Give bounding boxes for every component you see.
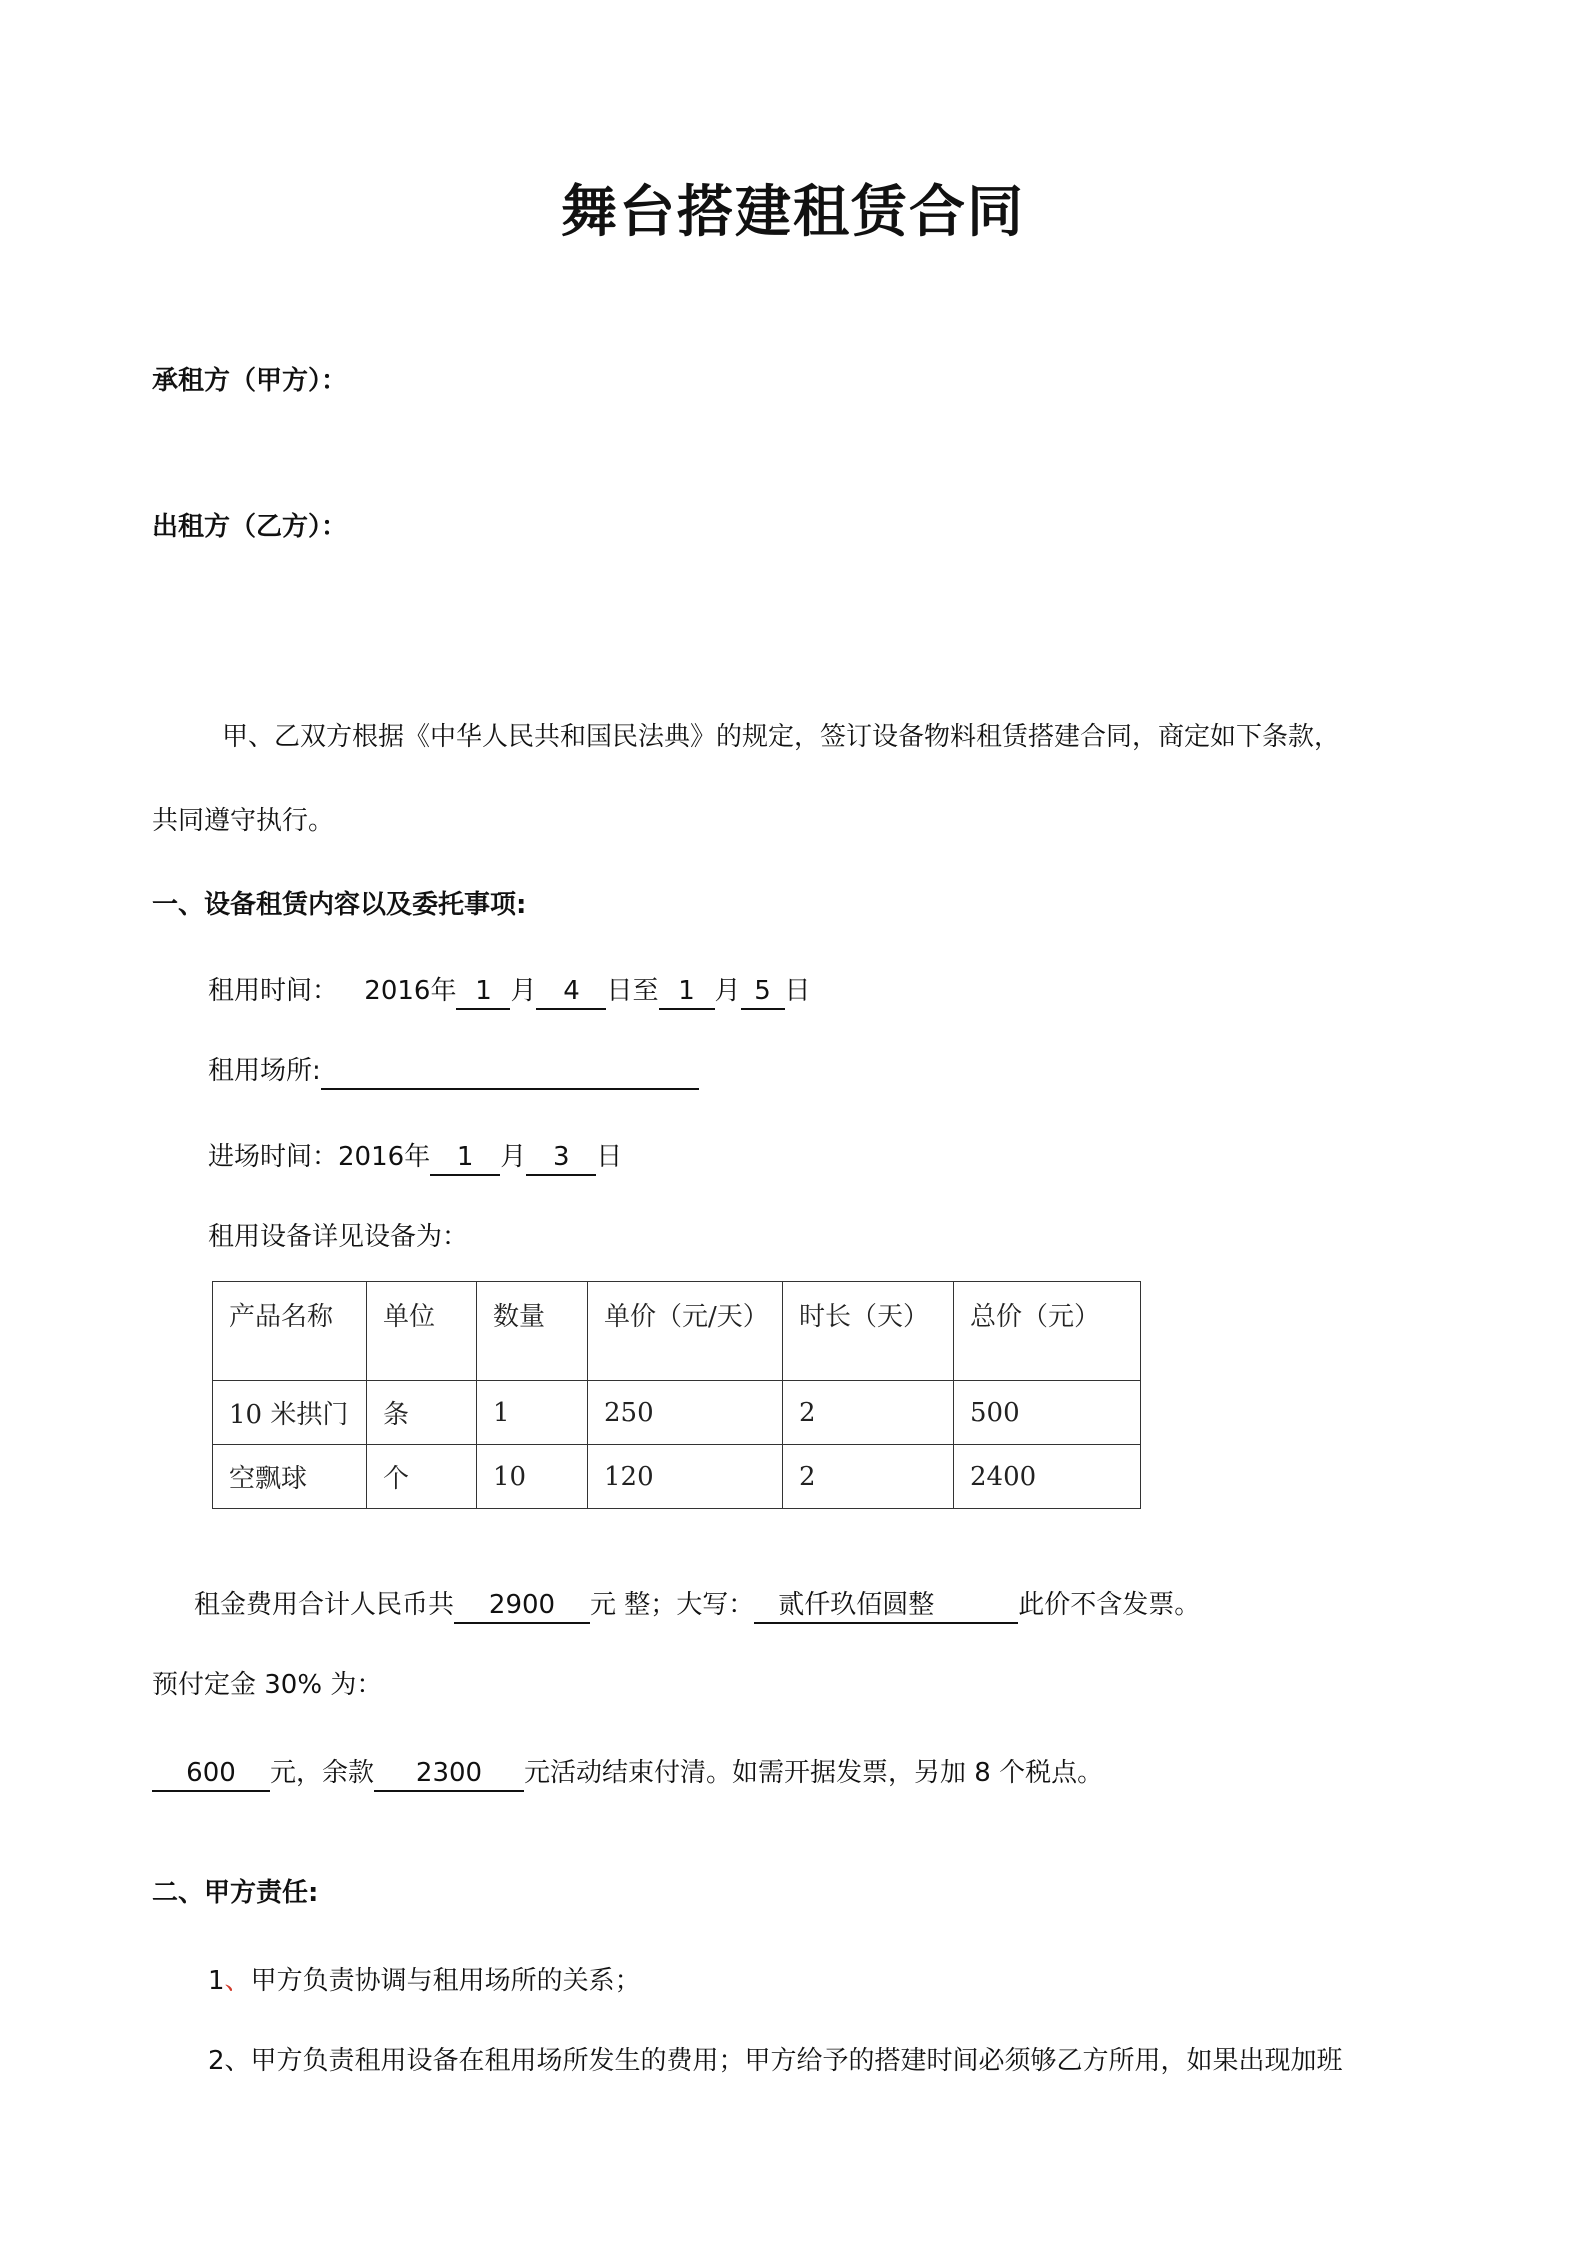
item1-text: 甲方负责协调与租用场所的关系； [250,1966,641,1996]
entry-year-char: 年 [404,1142,431,1172]
table-cell: 10 米拱门 [213,1381,367,1445]
table-header-cell: 单价（元/天） [588,1282,783,1381]
party-a-label: 承租方（甲方）： [152,366,348,396]
section2-heading: 二、甲方责任: [152,1878,319,1908]
preamble-line2: 共同遵守执行。 [152,806,335,836]
entry-month: 1 [430,1142,500,1176]
entry-day: 3 [526,1142,596,1176]
venue-label: 租用场所: [208,1056,321,1086]
table-header-cell: 产品名称 [213,1282,367,1381]
deposit-mid: 元，余款 [270,1758,375,1788]
end-month-char: 月 [714,976,741,1006]
month-char: 月 [510,976,537,1006]
table-header-cell: 总价（元） [954,1282,1141,1381]
table-cell: 个 [367,1445,477,1509]
table-row [213,1445,1141,1509]
item1-number: 1 [208,1966,225,1996]
table-cell: 1 [477,1381,588,1445]
total-line [194,1584,1200,1624]
table-header-cell: 时长（天） [783,1282,954,1381]
rent-start-day: 4 [536,976,606,1010]
entry-month-char: 月 [500,1142,527,1172]
total-unit: 元 整；大写： [590,1590,755,1620]
rent-end-day: 5 [741,976,785,1010]
table-cell: 2 [783,1445,954,1509]
table-cell: 500 [954,1381,1141,1445]
total-amount: 2900 [454,1590,590,1624]
entry-time-label: 进场时间： [208,1142,339,1172]
year-char: 年 [430,976,457,1006]
deposit-suffix: 元活动结束付清。如需开据发票，另加 8 个税点。 [524,1758,1104,1788]
total-prefix: 租金费用合计人民币共 [194,1590,455,1620]
table-header-cell: 数量 [477,1282,588,1381]
preamble-line1: 甲、乙双方根据《中华人民共和国民法典》的规定，签订设备物料租赁搭建合同，商定如下条款， [222,722,1341,752]
venue-blank [321,1056,699,1090]
balance-amount: 2300 [374,1758,524,1792]
table-cell: 2 [783,1381,954,1445]
table-cell: 条 [367,1381,477,1445]
rent-year: 2016 [364,976,431,1006]
rent-start-month: 1 [456,976,510,1010]
entry-day-char: 日 [596,1142,623,1172]
document-title: 舞台搭建租赁合同 [561,180,1025,245]
day-char: 日 [784,976,811,1006]
equipment-table [212,1281,1141,1509]
deposit-amount: 600 [152,1758,270,1792]
entry-year: 2016 [338,1142,405,1172]
rent-time-line [208,970,811,1010]
party-b-label: 出租方（乙方）： [152,512,348,542]
day-to-char: 日至 [606,976,659,1006]
venue-line [208,1050,699,1090]
table-cell: 2400 [954,1445,1141,1509]
table-cell: 120 [588,1445,783,1509]
deposit-line: 预付定金 30% 为： [152,1670,383,1700]
deposit-amounts-line [152,1752,1103,1792]
table-header-row [213,1282,1141,1381]
section1-heading: 一、设备租赁内容以及委托事项: [152,890,527,920]
section2-item1 [208,1960,641,1997]
entry-time-line [208,1136,622,1176]
total-suffix: 此价不含发票。 [1018,1590,1201,1620]
total-upper: 贰仟玖佰圆整 [754,1590,1018,1624]
rent-end-month: 1 [659,976,715,1010]
rent-time-label: 租用时间： [208,976,339,1006]
item1-separator: 、 [224,1966,251,1996]
table-row [213,1381,1141,1445]
table-cell: 10 [477,1445,588,1509]
equipment-intro: 租用设备详见设备为： [208,1222,469,1252]
table-cell: 250 [588,1381,783,1445]
table-header-cell: 单位 [367,1282,477,1381]
section2-item2: 2、甲方负责租用设备在租用场所发生的费用；甲方给予的搭建时间必须够乙方所用，如果出现加班 [208,2046,1343,2076]
table-cell: 空飘球 [213,1445,367,1509]
